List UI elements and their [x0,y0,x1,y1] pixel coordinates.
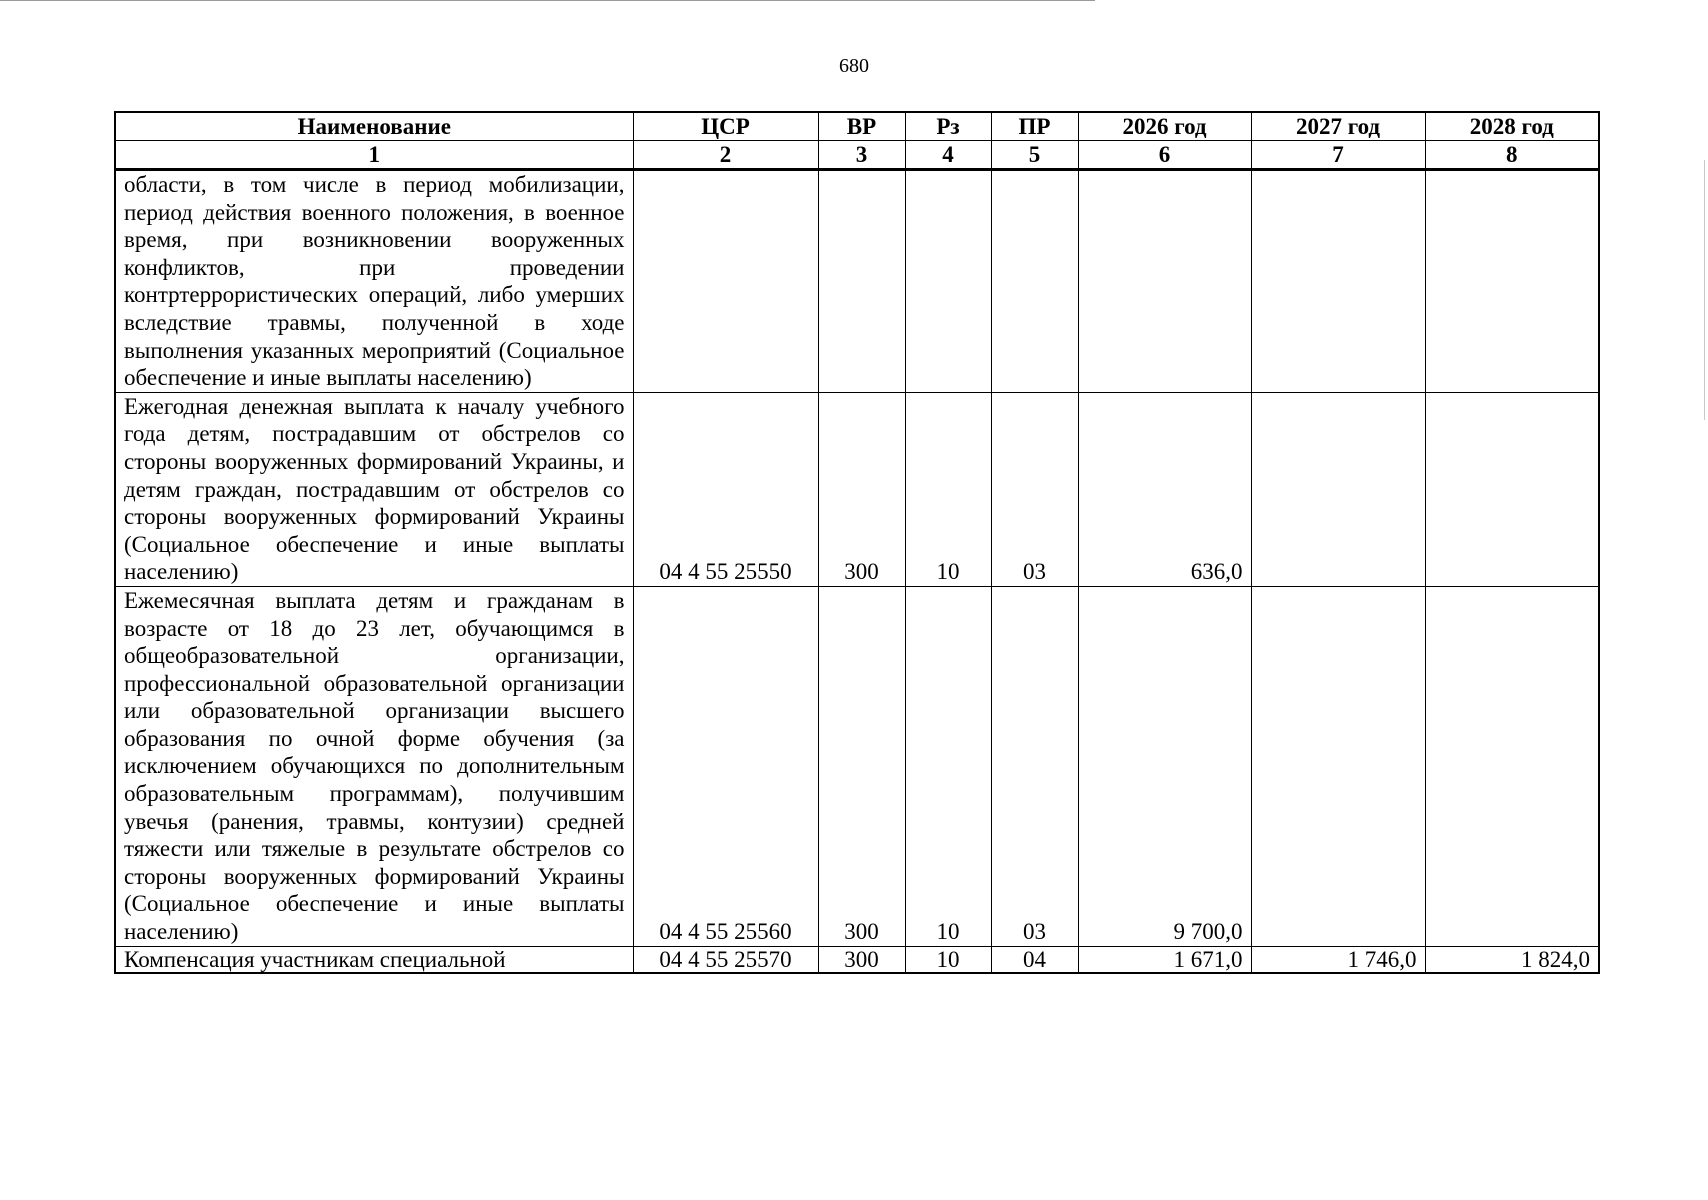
table-row [115,586,1599,946]
header-name: Наименование [115,112,633,141]
scan-edge-top [0,0,1095,1]
row-2026 [1078,170,1251,393]
row-vr [818,170,905,393]
header-pr: ПР [991,112,1078,141]
row-2027 [1251,392,1425,586]
row-csr: 04 4 55 25560 [633,586,818,946]
row-2028: 1 824,0 [1425,946,1599,973]
row-name: Ежегодная денежная выплата к началу учебного года детям, пострадавшим от обстрелов со стороны вооруженных формирований Украины, и детям граждан, пострадавшим от обстрелов со стороны вооруженных формирований Украины (Социальное обеспечение и иные выплаты населению) [115,392,633,586]
row-name: Ежемесячная выплата детям и гражданам в возрасте от 18 до 23 лет, обучающимся в общеобразовательной организации, профессиональной образовательной организации или образовательной организации высшего образования по очной форме обучения (за исключением обучающихся по дополнительным образовательным программам), получившим увечья (ранения, травмы, контузии) средней тяжести или тяжелые в результате обстрелов со стороны вооруженных формирований Украины (Социальное обеспечение и иные выплаты населению) [115,586,633,946]
row-csr: 04 4 55 25550 [633,392,818,586]
row-vr: 300 [818,586,905,946]
table-row [115,170,1599,393]
column-number: 4 [905,141,991,170]
row-pr: 03 [991,586,1078,946]
scan-edge-right [1704,160,1705,420]
row-2028 [1425,392,1599,586]
row-2026: 636,0 [1078,392,1251,586]
table-row [115,392,1599,586]
row-name: области, в том числе в период мобилизации, период действия военного положения, в военное время, при возникновении вооруженных конфликтов, при проведении контртеррористических операций, либо умерших вследствие травмы, полученной в ходе выполнения указанных мероприятий (Социальное обеспечение и иные выплаты населению) [115,170,633,393]
column-number: 3 [818,141,905,170]
row-pr: 03 [991,392,1078,586]
row-pr [991,170,1078,393]
row-rz: 10 [905,392,991,586]
table-row [115,946,1599,973]
column-number: 7 [1251,141,1425,170]
header-csr: ЦСР [633,112,818,141]
header-2027: 2027 год [1251,112,1425,141]
row-2026: 1 671,0 [1078,946,1251,973]
row-vr: 300 [818,392,905,586]
column-number-row [115,141,1599,170]
row-pr: 04 [991,946,1078,973]
row-rz: 10 [905,946,991,973]
column-number: 5 [991,141,1078,170]
budget-table [114,111,1600,974]
column-number: 2 [633,141,818,170]
row-name: Компенсация участникам специальной [115,946,633,973]
row-csr: 04 4 55 25570 [633,946,818,973]
header-2026: 2026 год [1078,112,1251,141]
column-number: 1 [115,141,633,170]
row-csr [633,170,818,393]
row-vr: 300 [818,946,905,973]
row-2027 [1251,170,1425,393]
row-2028 [1425,170,1599,393]
page-number: 680 [839,55,869,77]
row-2027 [1251,586,1425,946]
header-vr: ВР [818,112,905,141]
column-number: 8 [1425,141,1599,170]
row-2028 [1425,586,1599,946]
row-rz: 10 [905,586,991,946]
column-number: 6 [1078,141,1251,170]
header-2028: 2028 год [1425,112,1599,141]
row-rz [905,170,991,393]
header-row [115,112,1599,141]
row-2026: 9 700,0 [1078,586,1251,946]
header-rz: Рз [905,112,991,141]
row-2027: 1 746,0 [1251,946,1425,973]
